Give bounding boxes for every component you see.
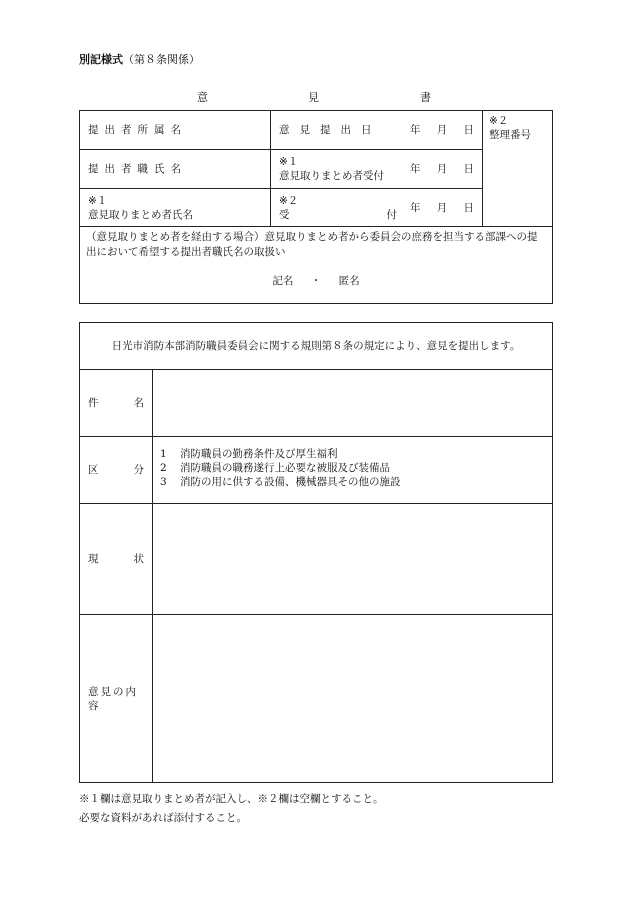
named-option[interactable]: 記名 xyxy=(272,275,294,287)
receipt-cell[interactable] xyxy=(271,189,483,227)
date-submitted-cell[interactable] xyxy=(271,111,483,150)
title-char: 書 xyxy=(420,91,431,104)
summarizer-name-cell[interactable] xyxy=(80,189,271,227)
footnotes xyxy=(79,790,384,828)
status-input-cell[interactable] xyxy=(153,504,553,615)
note2-mark: ※２ xyxy=(279,194,299,207)
position-name-label: 提出者職氏名 xyxy=(88,163,187,175)
intro-cell xyxy=(80,323,553,370)
subject-label-char: 件 xyxy=(88,397,99,409)
name-handling-text: （意見取りまとめ者を経由する場合）意見取りまとめ者から委員会の庶務を担当する部課への提出において希望する提出者職氏名の取扱い xyxy=(86,231,538,258)
note2-mark: ※２ xyxy=(489,115,509,127)
name-handling-options xyxy=(86,274,546,288)
receipt-char: 受 xyxy=(279,208,290,221)
footnote: ※１欄は意見取りまとめ者が記入し、※２欄は空欄とすること。 xyxy=(79,793,384,805)
opinion-table xyxy=(79,322,553,783)
category-label-cell xyxy=(80,437,153,504)
option-separator: ・ xyxy=(310,275,322,287)
content-label: 意見の内容 xyxy=(88,685,138,712)
document-title xyxy=(79,89,551,103)
subject-label-cell xyxy=(80,370,153,437)
affiliation-label: 提出者所属名 xyxy=(88,124,187,136)
date-submitted-label: 意見提出日 xyxy=(279,124,382,136)
subject-label-char: 名 xyxy=(133,397,144,409)
year-label: 年 xyxy=(410,201,421,214)
content-input-cell[interactable] xyxy=(153,615,553,783)
day-label: 日 xyxy=(463,163,474,175)
day-label: 日 xyxy=(463,124,474,136)
year-label: 年 xyxy=(410,124,421,136)
year-label: 年 xyxy=(410,163,421,175)
affiliation-label-cell xyxy=(80,111,271,150)
form-label: 別記様式 xyxy=(79,53,123,66)
category-option[interactable]: 2 消防職員の職務遂行上必要な被服及び装備品 xyxy=(160,462,390,474)
name-handling-cell xyxy=(80,227,553,304)
summarizer-receipt-label: 意見取りまとめ者受付 xyxy=(279,170,384,182)
reference-number-cell[interactable] xyxy=(483,111,553,227)
category-label-char: 区 xyxy=(88,464,99,476)
summarizer-name-label: 意見取りまとめ者氏名 xyxy=(88,208,193,221)
form-relation: （第８条関係） xyxy=(123,53,200,66)
month-label: 月 xyxy=(436,163,448,175)
status-label-char: 現 xyxy=(88,553,99,565)
intro-text: 日光市消防本部消防職員委員会に関する規則第８条の規定により、意見を提出します。 xyxy=(111,340,521,352)
note1-mark: ※１ xyxy=(279,156,299,168)
category-option[interactable]: 1 消防職員の勤務条件及び厚生福利 xyxy=(160,448,338,460)
position-name-label-cell xyxy=(80,150,271,189)
anonymous-option[interactable]: 匿名 xyxy=(338,275,360,287)
category-option[interactable]: 3 消防の用に供する設備、機械器具その他の施設 xyxy=(160,476,401,488)
reference-number-label: 整理番号 xyxy=(489,129,531,141)
summarizer-receipt-cell[interactable] xyxy=(271,150,483,189)
category-label-char: 分 xyxy=(133,464,144,476)
note1-mark: ※１ xyxy=(88,194,108,207)
footnote: 必要な資料があれば添付すること。 xyxy=(79,812,247,824)
content-label-cell xyxy=(80,615,153,783)
title-char: 意 xyxy=(197,91,208,104)
day-label: 日 xyxy=(463,201,474,214)
form-header xyxy=(79,51,200,67)
receipt-char: 付 xyxy=(386,208,397,221)
category-options-cell xyxy=(153,437,553,504)
month-label: 月 xyxy=(436,201,448,214)
month-label: 月 xyxy=(436,124,448,136)
title-char: 見 xyxy=(308,91,319,104)
subject-input-cell[interactable] xyxy=(153,370,553,437)
status-label-cell xyxy=(80,504,153,615)
submitter-info-table xyxy=(79,110,553,304)
status-label-char: 状 xyxy=(133,553,144,565)
